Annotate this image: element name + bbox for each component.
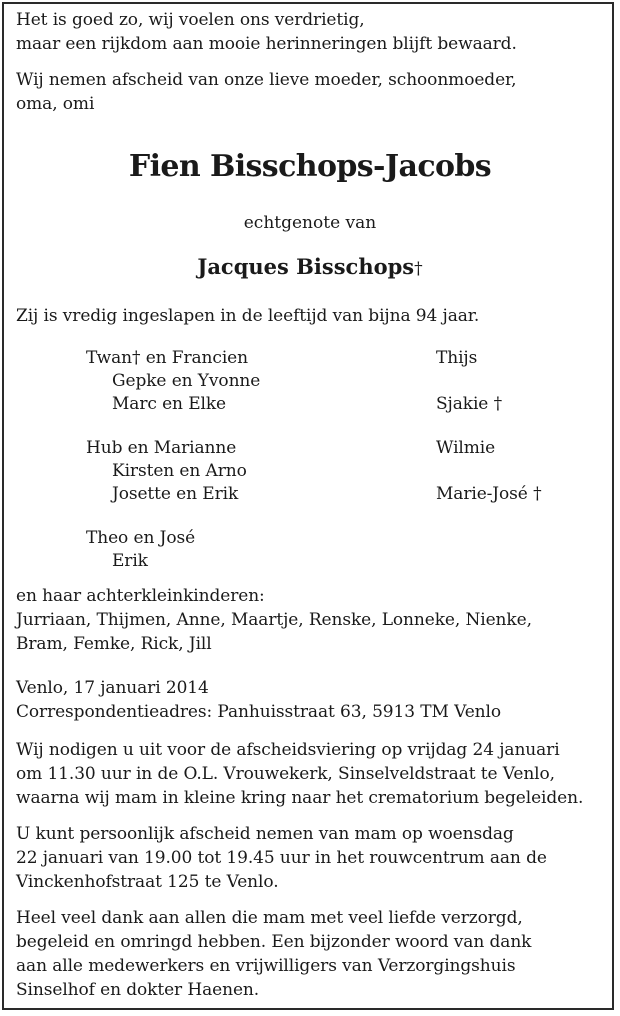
cross-icon: † (493, 394, 502, 414)
thanks-line-2: begeleid en omringd hebben. Een bijzonder woord van dank (16, 932, 532, 952)
family-line-sjakie (436, 396, 502, 413)
family-line-twan (86, 350, 248, 367)
ceremony-line-2: om 11.30 uur in de O.L. Vrouwekerk, Sinselveldstraat te Venlo, (16, 764, 555, 784)
cross-icon: † (414, 259, 423, 279)
family-line-marie-jose (436, 486, 541, 503)
family-name-sjakie: Sjakie (436, 394, 489, 414)
spouse-line (4, 256, 616, 278)
thanks-line-3: aan alle medewerkers en vrijwilligers van Verzorgingshuis (16, 956, 516, 976)
family-line-thijs: Thijs (436, 348, 478, 368)
intro-line-2: maar een rijkdom aan mooie herinneringen blijft bewaard. (16, 34, 517, 54)
family-line-marc: Marc en Elke (112, 394, 227, 414)
family-line-hub: Hub en Marianne (86, 438, 237, 458)
thanks-line-1: Heel veel dank aan allen die mam met veel liefde verzorgd, (16, 908, 523, 928)
place-date: Venlo, 17 januari 2014 (16, 678, 209, 698)
announcement-line-1: Wij nemen afscheid van onze lieve moeder, schoonmoeder, (16, 70, 517, 90)
cross-icon: † (131, 348, 141, 368)
ceremony-line-3: waarna wij mam in kleine kring naar het crematorium begeleiden. (16, 788, 584, 808)
correspondence-address: Correspondentieadres: Panhuisstraat 63, 5913 TM Venlo (16, 702, 501, 722)
deceased-name: Fien Bisschops-Jacobs (128, 149, 492, 184)
family-line-kirsten: Kirsten en Arno (112, 461, 247, 481)
family-line-wilmie: Wilmie (436, 438, 496, 458)
family-line-theo: Theo en José (86, 528, 196, 548)
family-line-gepke: Gepke en Yvonne (112, 371, 261, 391)
announcement-line-2: oma, omi (16, 94, 95, 114)
ceremony-line-1: Wij nodigen u uit voor de afscheidsviering op vrijdag 24 januari (16, 740, 560, 760)
age-statement: Zij is vredig ingeslapen in de leeftijd van bijna 94 jaar. (16, 306, 480, 326)
spouse-name: Jacques Bisschops (197, 254, 415, 279)
thanks-line-4: Sinselhof en dokter Haenen. (16, 980, 260, 1000)
family-name-marie-jose: Marie-José (436, 484, 528, 504)
spouse-caption: echtgenote van (243, 213, 377, 233)
visitation-line-3: Vinckenhofstraat 125 te Venlo. (16, 872, 279, 892)
family-line-josette: Josette en Erik (112, 484, 239, 504)
visitation-line-2: 22 januari van 19.00 tot 19.45 uur in het rouwcentrum aan de (16, 848, 547, 868)
family-name-twan: Twan (86, 348, 132, 368)
great-grandchildren-line-2: Bram, Femke, Rick, Jill (16, 634, 212, 654)
visitation-line-1: U kunt persoonlijk afscheid nemen van mam op woensdag (16, 824, 514, 844)
great-grandchildren-heading: en haar achterkleinkinderen: (16, 586, 265, 606)
great-grandchildren-line-1: Jurriaan, Thijmen, Anne, Maartje, Renske, Lonneke, Nienke, (16, 610, 532, 630)
cross-icon: † (533, 484, 542, 504)
family-line-erik: Erik (112, 551, 148, 571)
family-partner-francien: en Francien (145, 348, 248, 368)
obituary-card (2, 2, 614, 1010)
intro-line-1: Het is goed zo, wij voelen ons verdrietig, (16, 10, 365, 30)
